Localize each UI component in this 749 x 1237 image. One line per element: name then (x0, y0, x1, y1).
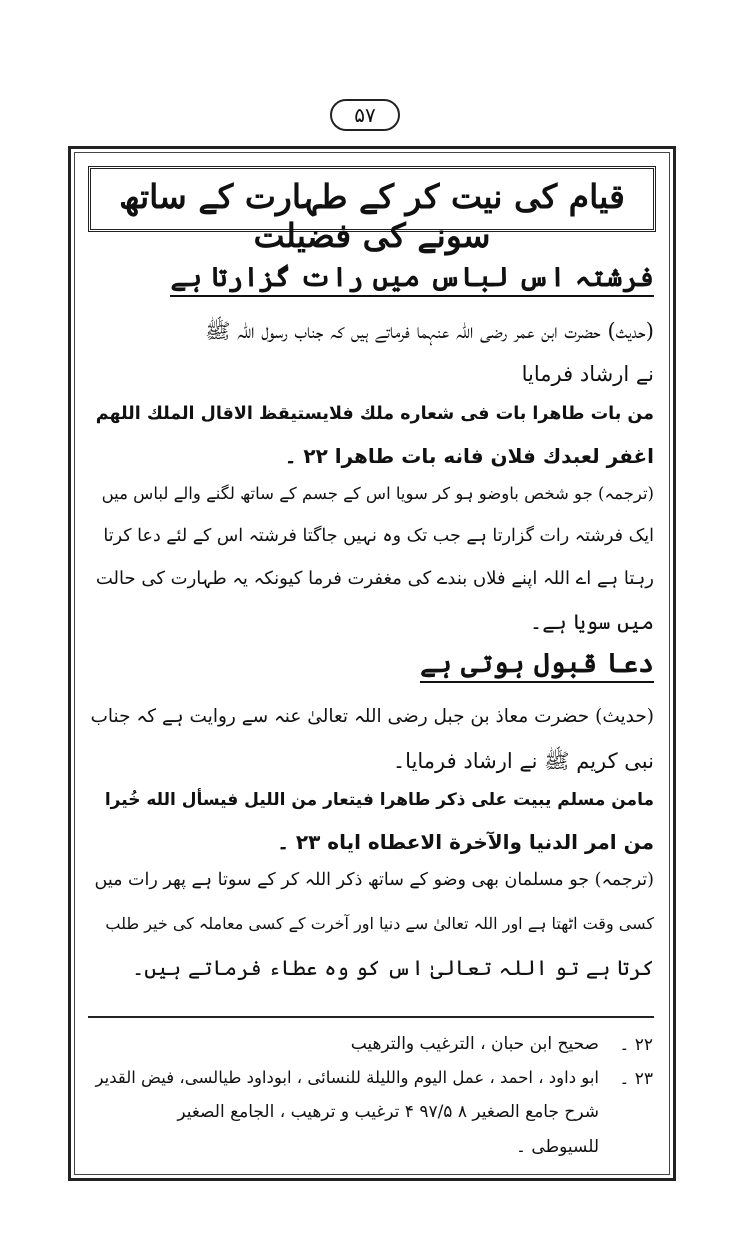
page-number: ۵۷ (330, 99, 400, 131)
section2-hadith-line1: (حدیث) حضرت معاذ بن جبل رضی اللہ تعالیٰ عنہ سے روایت ہے کہ جناب (90, 706, 654, 727)
section2-translation-line2: کسی وقت اٹھتا ہے اور اللہ تعالیٰ سے دنیا اور آخرت کے کسی معاملہ کی خیر طلب (105, 914, 654, 933)
footnote-23-line1: ابو داود ، احمد ، عمل الیوم واللیلة للنسائی ، ابوداود طیالسی، فیض القدیر (95, 1068, 599, 1087)
section2-hadith-line2: نبی کریم ﷺ نے ارشاد فرمایا۔ (392, 749, 654, 773)
section2-arabic-line1: مامن مسلم يبيت علی ذكر طاهرا فيتعار من الليل فيسأل الله خُيرا (104, 790, 654, 810)
section2-translation-line1: (ترجمہ) جو مسلمان بھی وضو کے ساتھ ذکر اللہ کر کے سوتا ہے پھر رات میں (94, 870, 654, 890)
footnote-divider (88, 1016, 654, 1018)
footnote-23-line2: شرح جامع الصغیر ۸ ۹۷/۵ ۴ ترغیب و ترهیب ، الجامع الصغیر (177, 1102, 599, 1122)
title-box (88, 166, 656, 255)
footnote-22-text: صحیح ابن حبان ، الترغیب والترهیب (350, 1034, 599, 1054)
section1-translation-line3: رہتا ہے اے اللہ اپنے فلاں بندے کی مغفرت فرما کیونکہ یہ طہارت کی حالت (95, 568, 654, 589)
page-title: قیام کی نیت کر کے طہارت کے ساتھ سونے کی فضیلت (119, 177, 625, 255)
footnote-23-line3: للسیوطی ۔ (516, 1137, 599, 1157)
section1-heading: فرشتہ اس لباس میں رات گزارتا ہے (90, 262, 654, 293)
section2-arabic-line2: من امر الدنيا والآخرة الاعطاه اياه ۲۳ ۔ (277, 830, 654, 854)
section1-arabic-line1: من بات طاهرا بات فی شعاره ملك فلايستيقظ الاقال الملك اللهم (95, 404, 654, 424)
section1-arabic-line2: اغفر لعبدك فلان فانه بات طاهرا ۲۲ ۔ (284, 444, 654, 468)
section1-hadith-line1: (حدیث) حضرت ابن عمر رضی اللہ عنہما فرماتے ہیں کہ جناب رسول اللہ ﷺ (205, 319, 654, 343)
section1-translation-line4: میں سویا ہے۔ (529, 610, 654, 634)
section1-translation-line1: (ترجمہ) جو شخص باوضو ہو کر سویا اس کے جسم کے ساتھ لگنے والے لباس میں (101, 484, 654, 503)
section1-hadith-line2: نے ارشاد فرمایا (521, 362, 654, 386)
footnote-22-number: ۲۲ ۔ (619, 1035, 653, 1055)
section1-translation-line2: ایک فرشتہ رات گزارتا ہے جب تک وہ نہیں جاگتا فرشتہ اس کے لئے دعا کرتا (103, 526, 654, 546)
section2-heading: دعا قبول ہوتی ہے (90, 648, 654, 679)
footnote-23-number: ۲۳ ۔ (619, 1069, 653, 1089)
section2-translation-line3: کرتا ہے تو اللہ تعالیٰ اس کو وہ عطاء فرماتے ہیں۔ (131, 956, 654, 980)
